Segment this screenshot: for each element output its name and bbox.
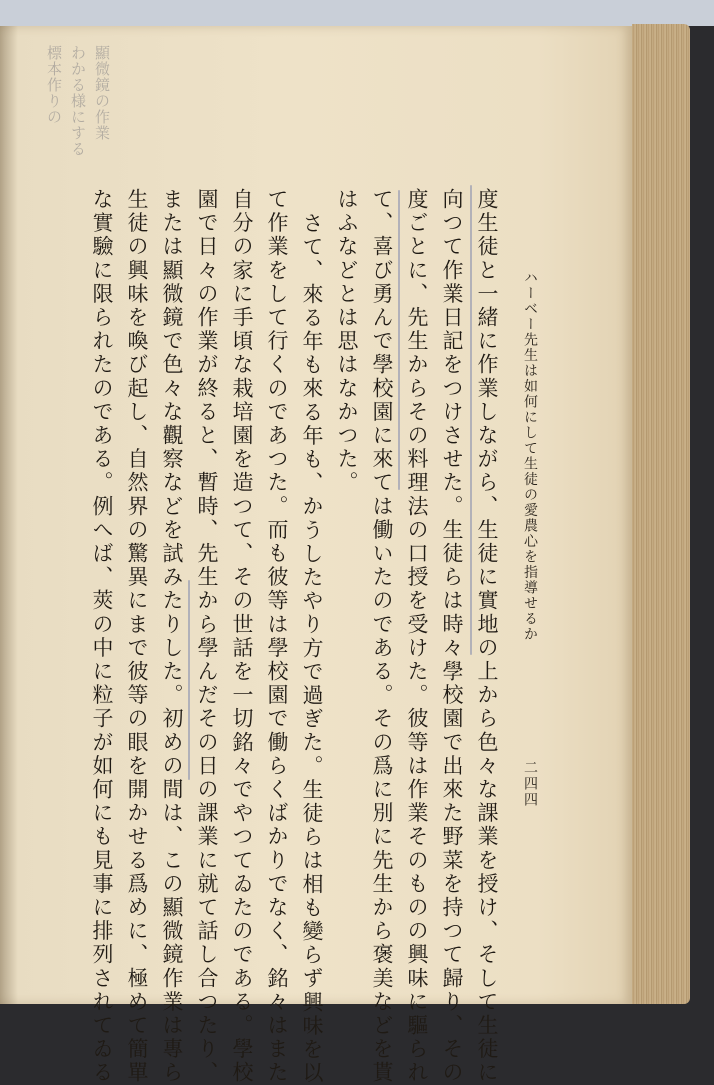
pencil-note: わかる様にする: [69, 45, 87, 157]
pencil-note: 顯微鏡の作業: [93, 45, 111, 141]
pencil-note: 標本作りの: [45, 45, 63, 125]
text-column: 園で日々の作業が終ると、暫時、先生から學んだその日の課業に就て話し合つたり、: [195, 188, 219, 1085]
text-column: な實驗に限られたのである。例へば、莢の中に粒子が如何にも見事に排列されてゐる: [90, 188, 114, 1085]
text-column: 自分の家に手頃な栽培園を造つて、その世話を一切銘々でやつてゐたのである。學校: [230, 188, 254, 1085]
page-number: 二四四: [522, 760, 538, 808]
blue-pencil-mark: [470, 185, 472, 655]
text-column: 向つて作業日記をつけさせた。生徒らは時々學校園で出來た野菜を持つて歸り、その: [440, 188, 464, 1085]
text-column: さて、來る年も來る年も、かうしたやり方で過ぎた。生徒らは相も變らず興味を以: [300, 212, 324, 1085]
text-column: て作業をして行くのであつた。而も彼等は學校園で働らくばかりでなく、銘々はまた: [265, 188, 289, 1085]
blue-pencil-mark: [398, 190, 400, 490]
running-header: ハーベー先生は如何にして生徒の愛農心を指導せるか: [522, 270, 538, 642]
text-column: て、喜び勇んで學校園に來ては働いたのである。その爲に別に先生から褒美などを貰: [370, 188, 394, 1085]
text-column: 度ごとに、先生からその料理法の口授を受けた。彼等は作業そのものの興味に驅られ: [405, 188, 429, 1085]
blue-pencil-mark: [188, 580, 190, 780]
text-column: 度生徒と一緒に作業しながら、生徒に實地の上から色々な課業を授け、そして生徒に: [475, 188, 499, 1085]
text-column: 生徒の興味を喚び起し、自然界の驚異にまで彼等の眼を開かせる爲めに、極めて簡單: [125, 188, 149, 1085]
text-column: または顯微鏡で色々な觀察などを試みたりした。初めの間は、この顯微鏡作業は專ら: [160, 188, 184, 1085]
page-edges: [632, 24, 690, 1004]
text-column: はふなどとは思はなかつた。: [335, 188, 359, 495]
scanner-background: [0, 0, 714, 26]
binding-shadow: [0, 26, 18, 1004]
